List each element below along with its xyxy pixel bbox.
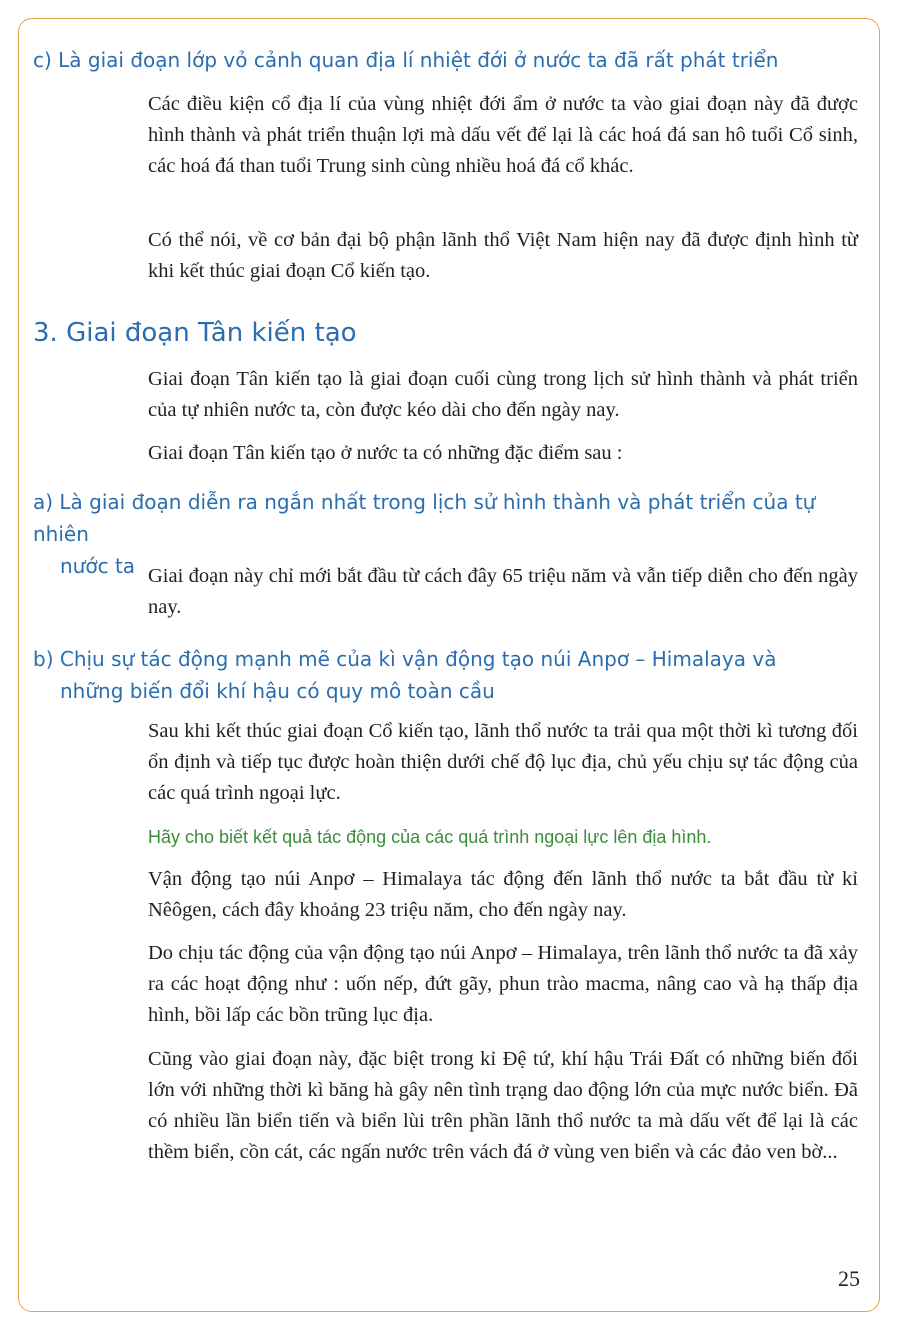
paragraph-3-2: Giai đoạn Tân kiến tạo ở nước ta có những đặc điểm sau : (148, 442, 623, 464)
section-3-title: 3. Giai đoạn Tân kiến tạo (33, 318, 357, 348)
heading-b-line2: những biến đổi khí hậu có quy mô toàn cầu (60, 679, 495, 703)
heading-a-line1: a) Là giai đoạn diễn ra ngắn nhất trong lịch sử hình thành và phát triển của tự nhiên (33, 490, 816, 546)
paragraph-c-2: Có thể nói, về cơ bản đại bộ phận lãnh thổ Việt Nam hiện nay đã được định hình từ khi kết thúc giai đoạn Cổ kiến tạo. (148, 229, 858, 282)
paragraph-3-1: Giai đoạn Tân kiến tạo là giai đoạn cuối cùng trong lịch sử hình thành và phát triển của tự nhiên nước ta, còn được kéo dài cho đến ngày nay. (148, 368, 858, 421)
question-prompt: Hãy cho biết kết quả tác động của các quá trình ngoại lực lên địa hình. (148, 827, 712, 847)
page-number: 25 (838, 1266, 860, 1291)
paragraph-b-3: Do chịu tác động của vận động tạo núi Anpơ – Himalaya, trên lãnh thổ nước ta đã xảy ra các hoạt động như : uốn nếp, đứt gãy, phun trào macma, nâng cao và hạ thấp địa hình, bồi lấp các bồn trũng lục địa. (148, 942, 858, 1026)
heading-b-line1: b) Chịu sự tác động mạnh mẽ của kì vận động tạo núi Anpơ – Himalaya và (33, 647, 777, 671)
heading-b (33, 643, 863, 707)
heading-a-line2: nước ta (60, 554, 136, 578)
paragraph-b-1: Sau khi kết thúc giai đoạn Cổ kiến tạo, lãnh thổ nước ta trải qua một thời kì tương đối ổn định và tiếp tục được hoàn thiện dưới chế độ lục địa, chủ yếu chịu sự tác động của các quá trình ngoại lực. (148, 720, 858, 804)
paragraph-a: Giai đoạn này chỉ mới bắt đầu từ cách đây 65 triệu năm và vẫn tiếp diễn cho đến ngày nay. (148, 565, 858, 618)
heading-c: c) Là giai đoạn lớp vỏ cảnh quan địa lí nhiệt đới ở nước ta đã rất phát triển (33, 48, 779, 72)
paragraph-b-2: Vận động tạo núi Anpơ – Himalaya tác động đến lãnh thổ nước ta bắt đầu từ kỉ Nêôgen, cách đây khoảng 23 triệu năm, cho đến ngày nay. (148, 868, 858, 921)
paragraph-c-1: Các điều kiện cổ địa lí của vùng nhiệt đới ẩm ở nước ta vào giai đoạn này đã được hình thành và phát triển thuận lợi mà dấu vết để lại là các hoá đá san hô tuổi Cổ sinh, các hoá đá than tuổi Trung sinh cùng nhiều hoá đá cổ khác. (148, 93, 858, 177)
paragraph-b-4: Cũng vào giai đoạn này, đặc biệt trong kỉ Đệ tứ, khí hậu Trái Đất có những biến đổi lớn với những thời kì băng hà gây nên tình trạng dao động lớn của mực nước biển. Đã có nhiều lần biển tiến và biển lùi trên phần lãnh thổ nước ta mà dấu vết để lại là các thềm biển, cồn cát, các ngấn nước trên vách đá ở vùng ven biển và các đảo ven bờ... (148, 1048, 858, 1163)
